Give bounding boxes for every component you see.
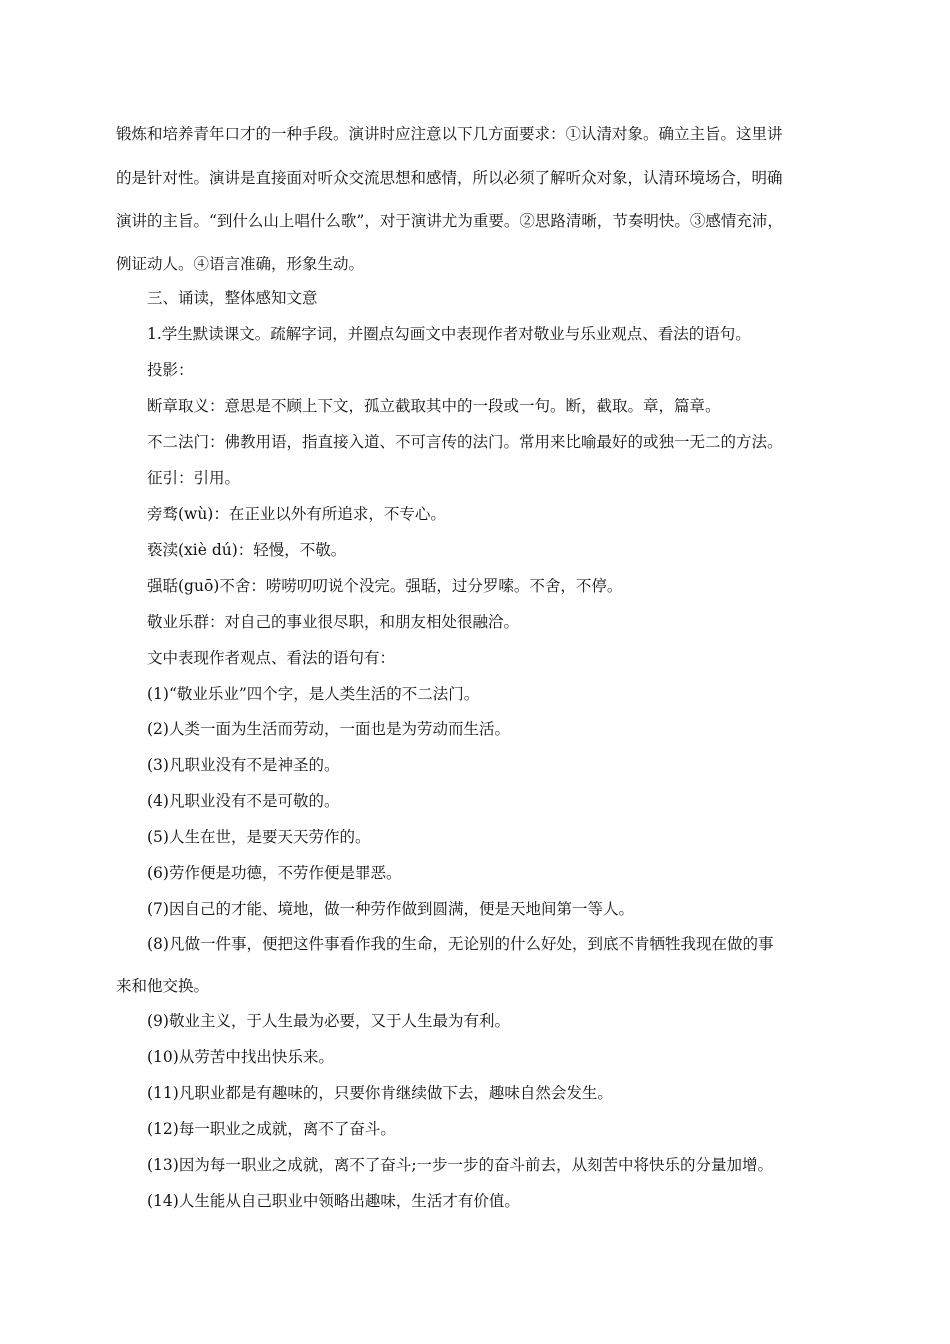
glossary-item: 不二法门：佛教用语，指直接入道、不可言传的法门。常用来比喻最好的或独一无二的方法。 [147, 433, 783, 451]
sentence-item: (5)人生在世，是要天天劳作的。 [147, 828, 371, 846]
sentence-item: (9)敬业主义，于人生最为必要，又于人生最为有利。 [147, 1012, 510, 1030]
task-1: 1.学生默读课文。疏解字词，并圈点勾画文中表现作者对敬业与乐业观点、看法的语句。 [147, 325, 751, 343]
sentences-intro: 文中表现作者观点、看法的语句有： [147, 649, 396, 667]
glossary-item: 旁骛(wù)：在正业以外有所追求，不专心。 [147, 505, 446, 523]
glossary-item: 亵渎(xiè dú)：轻慢，不敬。 [147, 541, 347, 559]
sentence-item: (12)每一职业之成就，离不了奋斗。 [147, 1120, 396, 1138]
sentence-item: (13)因为每一职业之成就，离不了奋斗;一步一步的奋斗前去，从刻苦中将快乐的分量加增。 [147, 1156, 774, 1174]
sentence-item: (6)劳作便是功德，不劳作便是罪恶。 [147, 864, 402, 882]
intro-line-4: 例证动人。④语言准确，形象生动。 [116, 255, 365, 273]
sentence-item: (11)凡职业都是有趣味的，只要你肯继续做下去，趣味自然会发生。 [147, 1084, 613, 1102]
sentence-item-continuation: 来和他交换。 [116, 977, 210, 995]
sentence-item: (10)从劳苦中找出快乐来。 [147, 1048, 334, 1066]
intro-line-2: 的是针对性。演讲是直接面对听众交流思想和感情，所以必须了解听众对象，认清环境场合，明确 [116, 169, 783, 187]
sentence-item: (7)因自己的才能、境地，做一种劳作做到圆满，便是天地间第一等人。 [147, 900, 634, 918]
projection-label: 投影： [147, 361, 194, 379]
glossary-item: 征引：引用。 [147, 469, 241, 487]
glossary-item: 敬业乐群：对自己的事业很尽职，和朋友相处很融洽。 [147, 613, 520, 631]
sentence-item: (4)凡职业没有不是可敬的。 [147, 792, 340, 810]
glossary-item: 断章取义：意思是不顾上下文，孤立截取其中的一段或一句。断，截取。章，篇章。 [147, 397, 721, 415]
sentence-item: (1)“敬业乐业”四个字，是人类生活的不二法门。 [147, 685, 480, 703]
intro-line-1: 锻炼和培养青年口才的一种手段。演讲时应注意以下几方面要求：①认清对象。确立主旨。这里讲 [116, 125, 783, 143]
sentence-item: (3)凡职业没有不是神圣的。 [147, 756, 340, 774]
section-heading: 三、诵读，整体感知文意 [147, 289, 318, 307]
sentence-item: (8)凡做一件事，便把这件事看作我的生命，无论别的什么好处，到底不肯牺牲我现在做的事 [147, 935, 774, 953]
glossary-item: 强聒(guō)不舍：唠唠叨叨说个没完。强聒，过分罗嗦。不舍，不停。 [147, 577, 623, 595]
sentence-item: (14)人生能从自己职业中领略出趣味，生活才有价值。 [147, 1192, 520, 1210]
sentence-item: (2)人类一面为生活而劳动，一面也是为劳动而生活。 [147, 720, 510, 738]
intro-line-3: 演讲的主旨。“到什么山上唱什么歌”，对于演讲尤为重要。②思路清晰，节奏明快。③感情充沛， [116, 212, 783, 230]
